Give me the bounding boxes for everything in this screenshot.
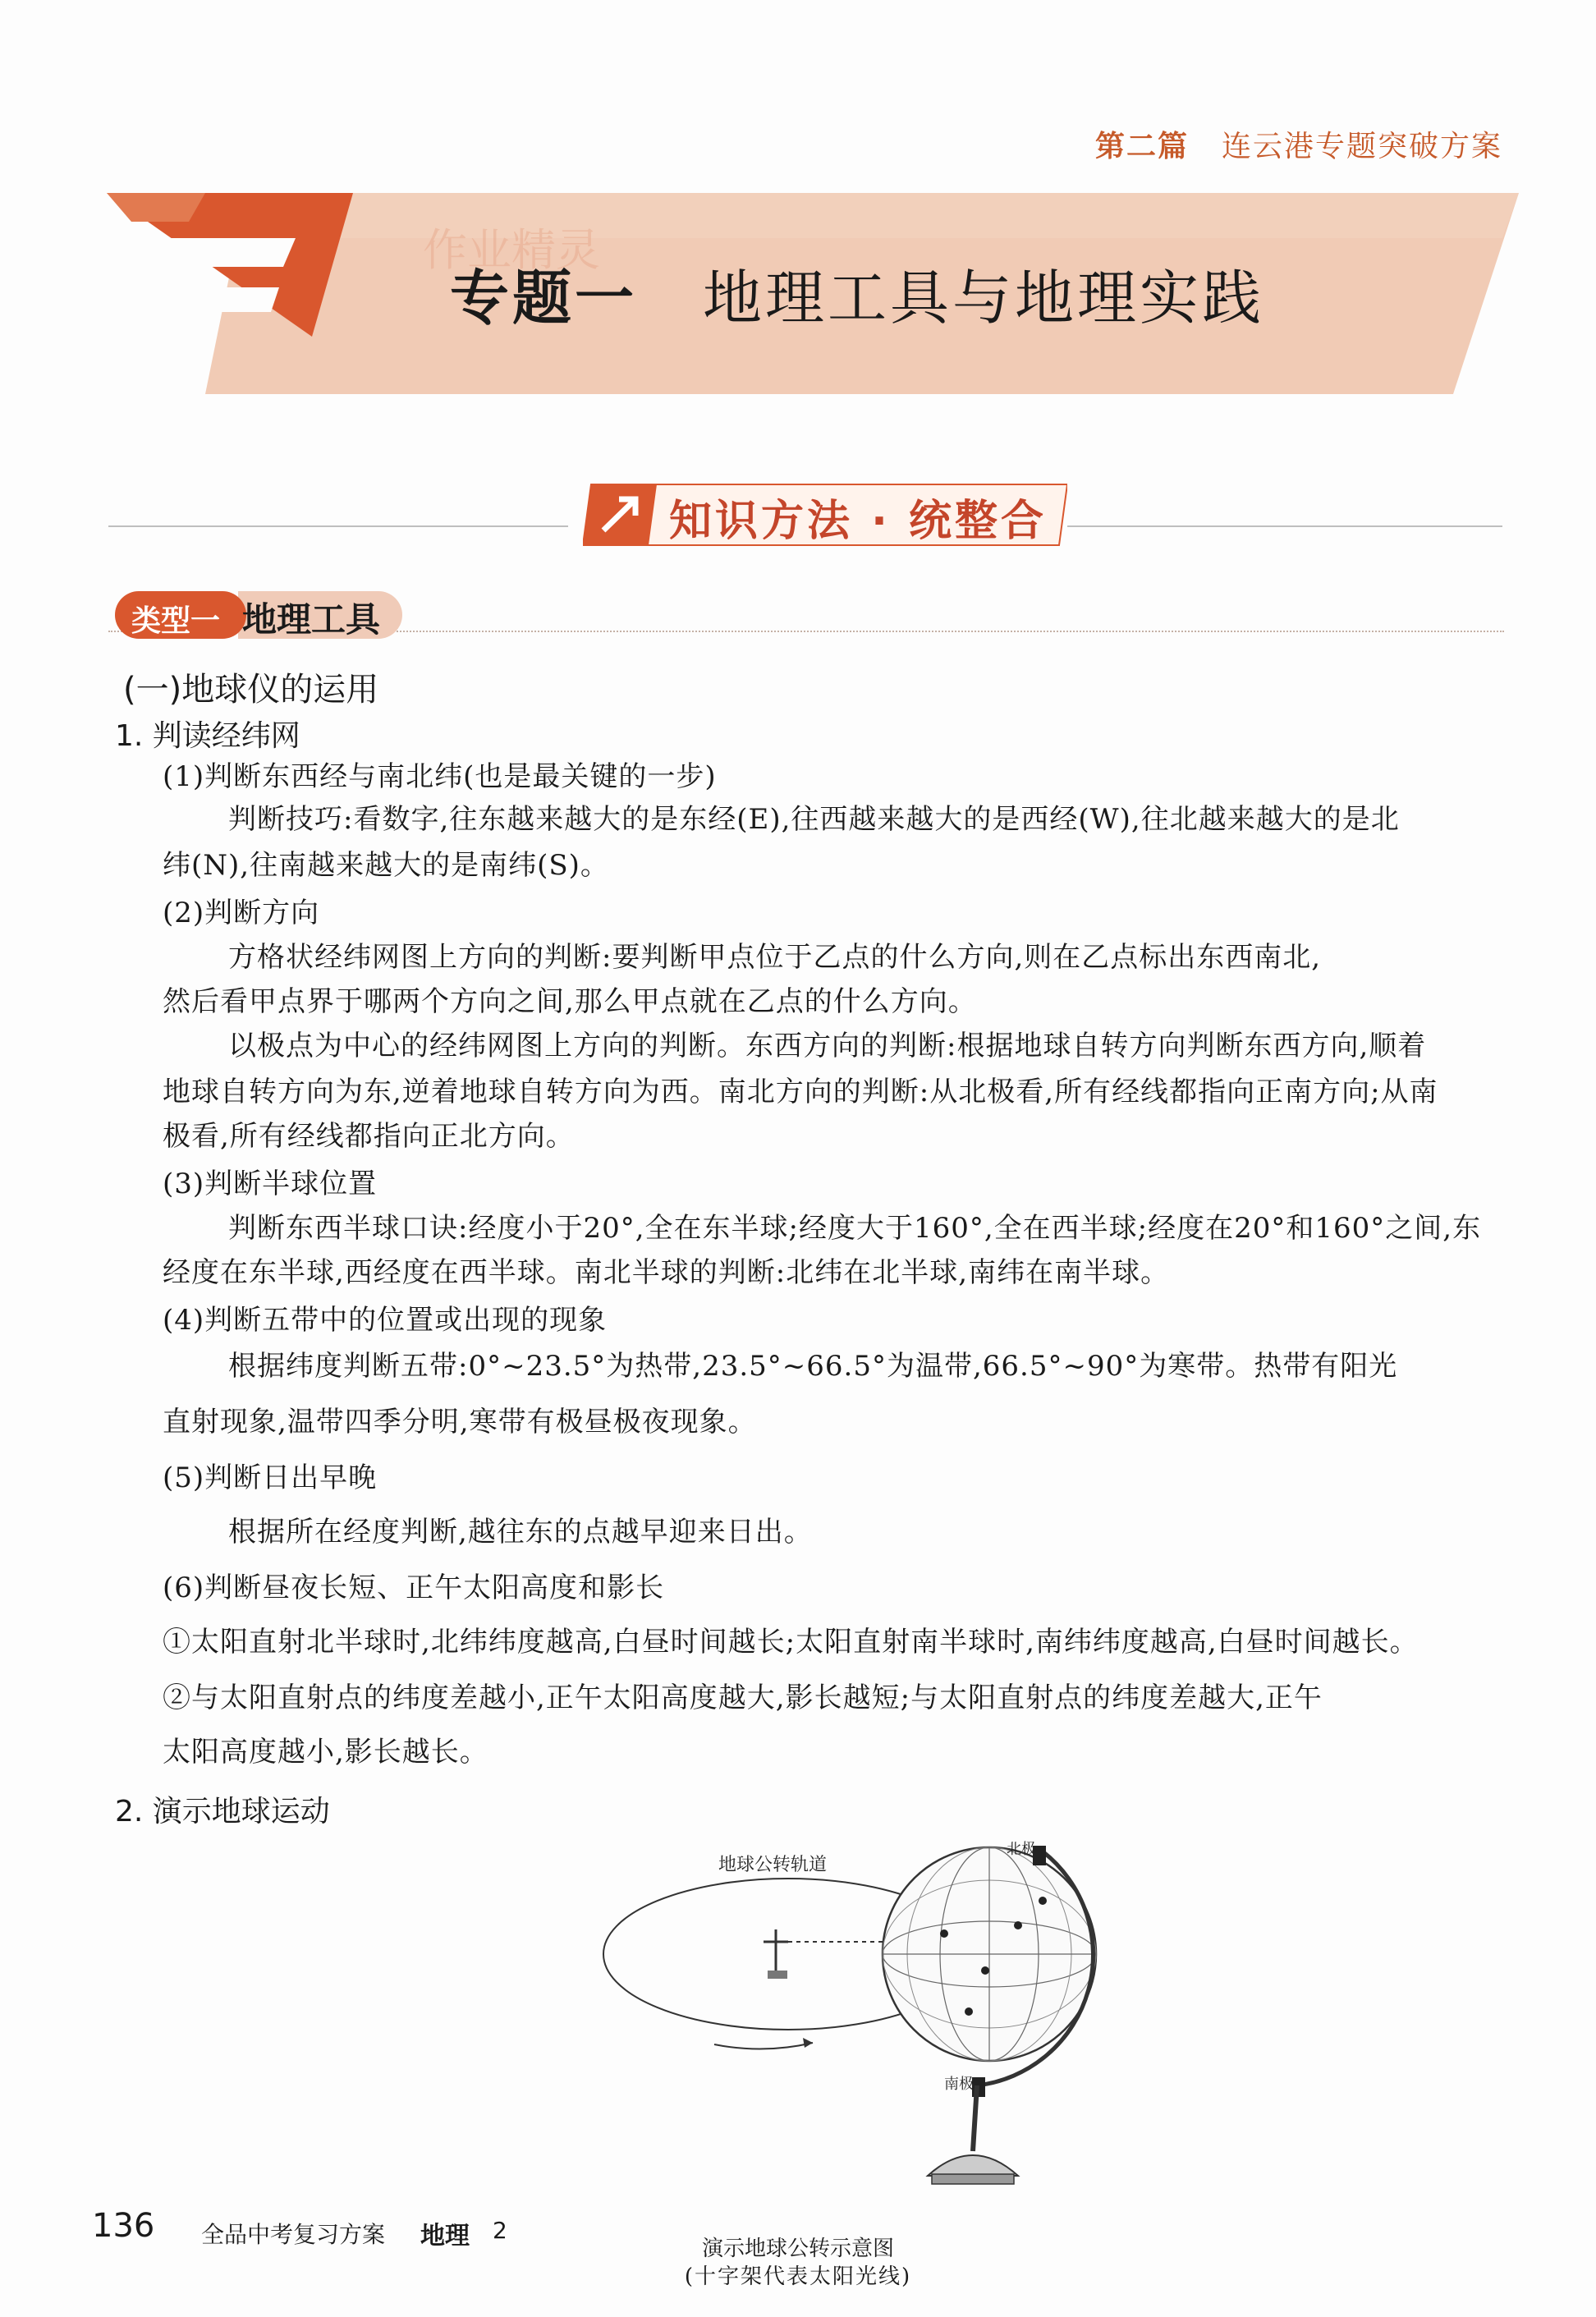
s6-p1: ①太阳直射北半球时,北纬纬度越高,白昼时间越长;太阳直射南半球时,南纬纬度越高,白昼时间越长。: [163, 1626, 1419, 1659]
s5-p1: 根据所在经度判断,越往东的点越早迎来日出。: [228, 1516, 813, 1548]
earth-revolution-figure: [599, 1839, 1125, 2209]
part1-heading: (一)地球仪的运用: [123, 671, 379, 709]
s6-p2: ②与太阳直射点的纬度差越小,正午太阳高度越大,影长越短;与太阳直射点的纬度差越大,正午: [163, 1682, 1323, 1714]
topic-name: 地理工具与地理实践: [703, 264, 1265, 333]
part-header: [1095, 123, 1502, 165]
section-divider-right: [1067, 525, 1502, 527]
s4-heading: (4)判断五带中的位置或出现的现象: [163, 1304, 608, 1337]
s2-p3: 以极点为中心的经纬网图上方向的判断。东西方向的判断:根据地球自转方向判断东西方向,顺着: [228, 1030, 1427, 1062]
s2-p5: 极看,所有经线都指向正北方向。: [163, 1120, 575, 1153]
footer-volume: 2: [493, 2217, 507, 2244]
page-number: 136: [92, 2207, 155, 2245]
book-title: 全品中考复习方案: [201, 2221, 386, 2248]
s2-p4: 地球自转方向为东,逆着地球自转方向为西。南北方向的判断:从北极看,所有经线都指向正南方向;从南: [163, 1076, 1438, 1108]
part-subtitle: 连云港专题突破方案: [1221, 130, 1502, 163]
topic-number: 专题一: [450, 264, 638, 333]
figure-caption-note: (十字架代表太阳光线): [684, 2264, 912, 2289]
s4-p2: 直射现象,温带四季分明,寒带有极昼极夜现象。: [163, 1406, 757, 1438]
north-pole-label: 北极: [1007, 1841, 1036, 1858]
item2-heading: 2. 演示地球运动: [115, 1795, 330, 1828]
item1-heading: 1. 判读经纬网: [115, 719, 300, 753]
s3-heading: (3)判断半球位置: [163, 1168, 378, 1200]
type-badge-text: 类型一: [131, 604, 221, 638]
s2-p1: 方格状经纬网图上方向的判断:要判断甲点位于乙点的什么方向,则在乙点标出东西南北,: [228, 941, 1322, 974]
part-number: 第二篇: [1094, 130, 1189, 163]
section-divider-left: [108, 525, 568, 527]
topic-title: [450, 250, 1264, 336]
footer-subject: 地理: [420, 2222, 470, 2250]
s4-p1: 根据纬度判断五带:0°~23.5°为热带,23.5°~66.5°为温带,66.5°~90°为寒带。热带有阳光: [228, 1350, 1398, 1383]
s6-p3: 太阳高度越小,影长越长。: [163, 1736, 488, 1769]
section-title: 知识方法 · 统整合: [669, 497, 1047, 546]
s3-p2: 经度在东半球,西经度在西半球。南北半球的判断:北纬在北半球,南纬在南半球。: [163, 1256, 1170, 1289]
s1-p1: 判断技巧:看数字,往东越来越大的是东经(E),往西越来越大的是西经(W),往北越来越大的是北: [228, 803, 1400, 836]
s3-p1: 判断东西半球口诀:经度小于20°,全在东半球;经度大于160°,全在西半球;经度在20°和160°之间,东: [228, 1212, 1482, 1245]
watermark: 作业精灵: [423, 224, 600, 276]
s5-heading: (5)判断日出早晚: [163, 1461, 378, 1494]
s2-p2: 然后看甲点界于哪两个方向之间,那么甲点就在乙点的什么方向。: [163, 985, 977, 1018]
s1-p2: 纬(N),往南越来越大的是南纬(S)。: [163, 849, 609, 882]
south-pole-label: 南极: [944, 2076, 974, 2093]
orbit-label: 地球公转轨道: [718, 1855, 828, 1875]
s2-heading: (2)判断方向: [163, 897, 320, 929]
s1-heading: (1)判断东西经与南北纬(也是最关键的一步): [163, 760, 717, 793]
s6-heading: (6)判断昼夜长短、正午太阳高度和影长: [163, 1571, 665, 1604]
figure-caption: 演示地球公转示意图: [701, 2237, 894, 2261]
type-label: 地理工具: [242, 599, 381, 640]
